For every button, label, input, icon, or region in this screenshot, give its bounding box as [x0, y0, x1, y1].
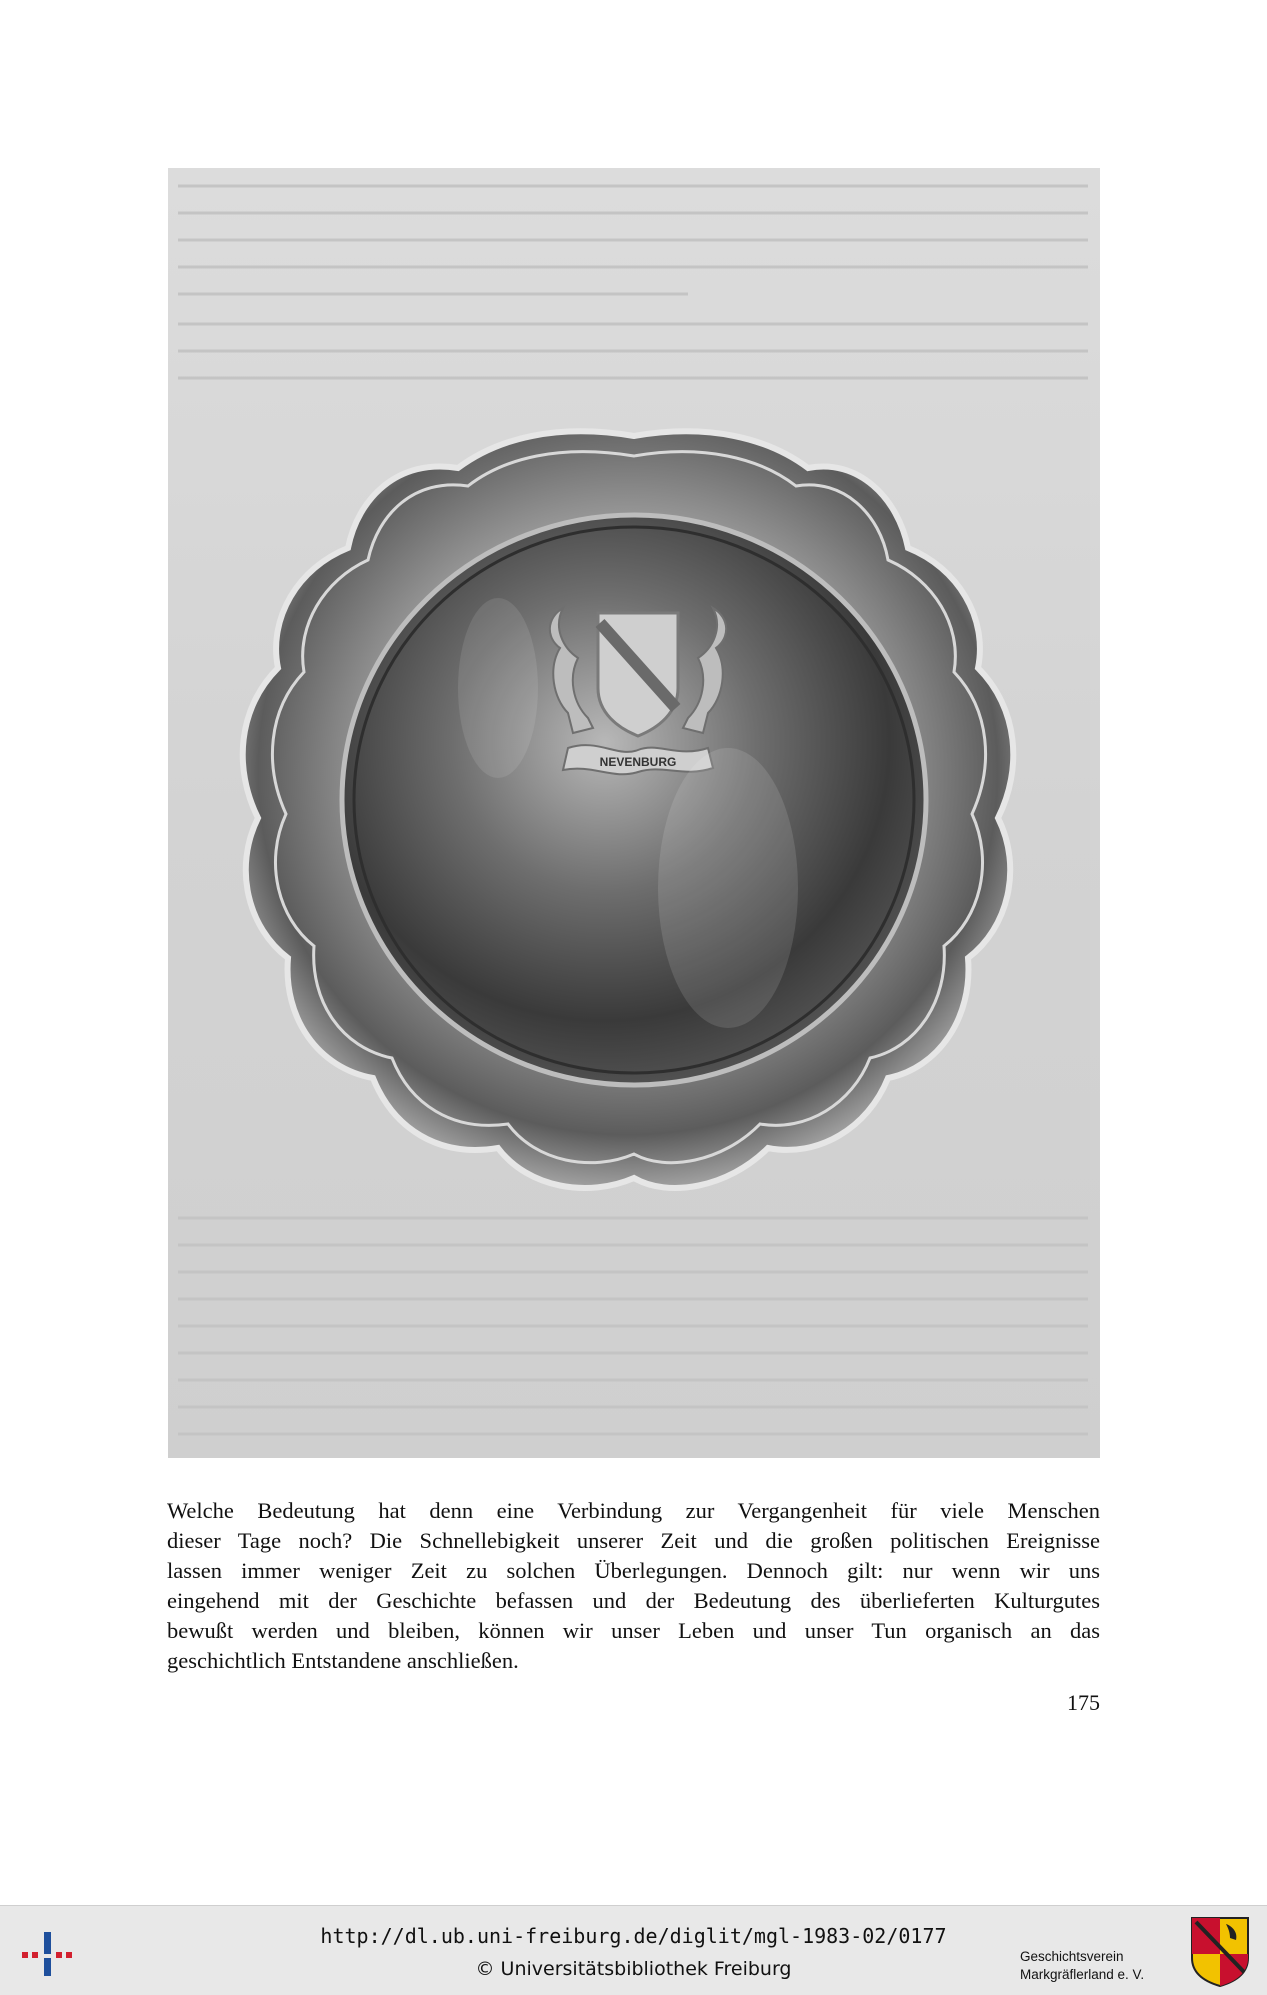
plate-photograph [168, 168, 1100, 1458]
banner-text: NEVENBURG [599, 755, 677, 769]
paragraph-line: eingehend mit der Geschichte befassen und der Bedeutung des überlieferten Kulturgutes [167, 1588, 1100, 1613]
plate-well [342, 515, 926, 1085]
page-number: 175 [1067, 1690, 1100, 1715]
coat-of-arms-icon[interactable] [1188, 1914, 1252, 1988]
body-paragraph [167, 1496, 1100, 1676]
paragraph-line: bewußt werden und bleiben, können wir unser Leben und unser Tun organisch an das [167, 1618, 1100, 1643]
paragraph-line: Welche Bedeutung hat denn eine Verbindung zur Vergangenheit für viele Menschen [167, 1498, 1100, 1523]
society-name-line2: Markgräflerland e. V. [1020, 1967, 1145, 1982]
plate-image [168, 168, 1100, 1458]
society-name [1020, 1948, 1180, 1984]
paragraph-line: geschichtlich Entstandene anschließen. [167, 1648, 519, 1673]
paragraph-line: lassen immer weniger Zeit zu solchen Überlegungen. Dennoch gilt: nur wenn wir uns [167, 1558, 1100, 1583]
paragraph-line: dieser Tage noch? Die Schnellebigkeit unserer Zeit und die großen politischen Ereignisse [167, 1528, 1100, 1553]
society-name-line1: Geschichtsverein [1020, 1949, 1124, 1964]
permalink-url[interactable]: http://dl.ub.uni-freiburg.de/diglit/mgl-1983-02/0177 [320, 1924, 947, 1948]
viewer-footer [0, 1905, 1267, 1995]
copyright-notice: © Universitätsbibliothek Freiburg [475, 1958, 792, 1980]
